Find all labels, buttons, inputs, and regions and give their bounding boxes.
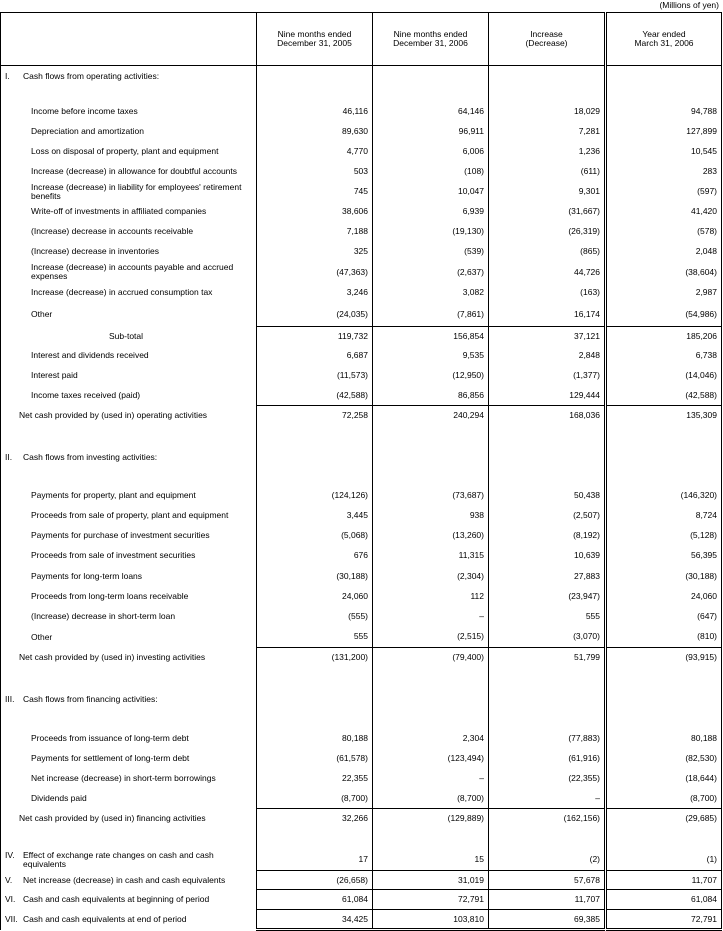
value-cell: (19,130): [373, 222, 489, 242]
value-cell: 24,060: [257, 587, 373, 607]
value-cell: [607, 425, 722, 448]
value-cell: 80,188: [257, 728, 373, 749]
value-cell: 10,639: [489, 546, 605, 566]
value-cell: (14,046): [607, 366, 722, 386]
value-cell: [607, 448, 722, 468]
value-cell: [373, 710, 489, 728]
value-cell: 44,726: [489, 262, 605, 283]
row-label: Interest paid: [1, 366, 257, 386]
item-row: [1, 546, 722, 566]
roman-row: [1, 871, 722, 890]
row-label: Proceeds from long-term loans receivable: [1, 587, 257, 607]
units-note: (Millions of yen): [659, 0, 719, 10]
value-cell: 31,019: [373, 871, 489, 890]
value-cell: 61,084: [607, 890, 722, 910]
value-cell: [489, 425, 605, 448]
value-cell: (146,320): [607, 486, 722, 506]
value-cell: [607, 710, 722, 728]
value-cell: 6,006: [373, 142, 489, 162]
value-cell: 112: [373, 587, 489, 607]
row-label: Payments for settlement of long-term debt: [1, 749, 257, 769]
value-cell: 72,791: [607, 910, 722, 930]
row-label: Net increase (decrease) in short-term borrowings: [1, 769, 257, 789]
value-cell: (2): [489, 849, 605, 871]
value-cell: 1,236: [489, 142, 605, 162]
value-cell: 135,309: [607, 406, 722, 425]
roman-row: [1, 890, 722, 910]
row-label-text: Cash and cash equivalents at beginning of period: [23, 894, 210, 905]
value-cell: [489, 66, 605, 88]
value-cell: [257, 710, 373, 728]
value-cell: [607, 829, 722, 849]
value-cell: (3,070): [489, 627, 605, 648]
value-cell: (42,588): [607, 386, 722, 406]
row-label: Increase (decrease) in accrued consumption tax: [1, 283, 257, 303]
item-row: [1, 566, 722, 587]
value-cell: (162,156): [489, 809, 605, 829]
roman-numeral: V.: [5, 874, 13, 885]
row-label-text: Cash flows from investing activities:: [23, 452, 158, 463]
value-cell: 96,911: [373, 122, 489, 142]
item-row: [1, 789, 722, 809]
value-cell: (2,637): [373, 262, 489, 283]
value-cell: (22,355): [489, 769, 605, 789]
row-label: Proceeds from sale of property, plant and equipment: [1, 506, 257, 526]
row-label: [1, 690, 257, 710]
value-cell: [373, 668, 489, 690]
roman-numeral: III.: [5, 694, 15, 705]
value-cell: 64,146: [373, 102, 489, 122]
row-label: Interest and dividends received: [1, 346, 257, 366]
value-cell: (26,658): [257, 871, 373, 890]
value-cell: (810): [607, 627, 722, 648]
value-cell: (131,200): [257, 648, 373, 668]
value-cell: 11,707: [489, 890, 605, 910]
value-cell: (61,916): [489, 749, 605, 769]
item-row: [1, 242, 722, 262]
row-label: Other: [1, 303, 257, 327]
value-cell: (5,128): [607, 526, 722, 546]
item-row: [1, 728, 722, 749]
item-row: [1, 346, 722, 366]
value-cell: (93,915): [607, 648, 722, 668]
row-label-text: Effect of exchange rate changes on cash and cash equivalents: [23, 849, 214, 869]
section-row: [1, 690, 722, 710]
row-label: Dividends paid: [1, 789, 257, 809]
spacer-row: [1, 425, 722, 448]
value-cell: (123,494): [373, 749, 489, 769]
item-row: [1, 222, 722, 242]
header-col4: Year ended March 31, 2006: [607, 13, 722, 66]
spacer-cell: [1, 668, 257, 690]
value-cell: (108): [373, 162, 489, 182]
value-cell: (611): [489, 162, 605, 182]
value-cell: (1,377): [489, 366, 605, 386]
row-label-text: Cash and cash equivalents at end of period: [23, 914, 187, 925]
value-cell: 22,355: [257, 769, 373, 789]
section-row: [1, 66, 722, 88]
value-cell: 156,854: [373, 327, 489, 346]
value-cell: 676: [257, 546, 373, 566]
row-label: (Increase) decrease in short-term loan: [1, 607, 257, 627]
row-label: Increase (decrease) in allowance for doubtful accounts: [1, 162, 257, 182]
value-cell: (23,947): [489, 587, 605, 607]
value-cell: 555: [489, 607, 605, 627]
spacer-cell: [1, 468, 257, 486]
value-cell: [607, 88, 722, 102]
row-label: Write-off of investments in affiliated companies: [1, 202, 257, 222]
value-cell: 37,121: [489, 327, 605, 346]
value-cell: (124,126): [257, 486, 373, 506]
row-label-text: Cash flows from financing activities:: [23, 694, 158, 705]
value-cell: 938: [373, 506, 489, 526]
roman-numeral: VI.: [5, 894, 16, 905]
roman-numeral: VII.: [5, 914, 18, 925]
row-label: Net cash provided by (used in) investing activities: [1, 648, 257, 668]
row-label: Other: [1, 627, 257, 648]
spacer-cell: [1, 710, 257, 728]
item-row: [1, 386, 722, 406]
value-cell: [489, 710, 605, 728]
value-cell: 7,188: [257, 222, 373, 242]
item-row: [1, 142, 722, 162]
value-cell: [257, 668, 373, 690]
row-label: [1, 448, 257, 468]
item-row: [1, 102, 722, 122]
value-cell: [373, 468, 489, 486]
value-cell: 185,206: [607, 327, 722, 346]
row-label: Increase (decrease) in accounts payable and accrued expenses: [1, 262, 257, 283]
row-label: [1, 871, 257, 890]
item-row: [1, 202, 722, 222]
header-col2: Nine months ended December 31, 2006: [373, 13, 489, 66]
value-cell: 17: [257, 849, 373, 871]
value-cell: 129,444: [489, 386, 605, 406]
value-cell: (8,700): [373, 789, 489, 809]
value-cell: (30,188): [257, 566, 373, 587]
value-cell: –: [373, 769, 489, 789]
value-cell: 2,304: [373, 728, 489, 749]
value-cell: 3,246: [257, 283, 373, 303]
total-row: [1, 809, 722, 829]
value-cell: 10,545: [607, 142, 722, 162]
item-row: [1, 749, 722, 769]
value-cell: [257, 88, 373, 102]
value-cell: 27,883: [489, 566, 605, 587]
value-cell: (7,861): [373, 303, 489, 327]
value-cell: 119,732: [257, 327, 373, 346]
value-cell: (539): [373, 242, 489, 262]
value-cell: 46,116: [257, 102, 373, 122]
value-cell: 283: [607, 162, 722, 182]
value-cell: 8,724: [607, 506, 722, 526]
row-label: Net cash provided by (used in) operating activities: [1, 406, 257, 425]
item-row: [1, 303, 722, 327]
value-cell: 24,060: [607, 587, 722, 607]
total-row: [1, 648, 722, 668]
item-row: [1, 526, 722, 546]
item-row: [1, 769, 722, 789]
value-cell: 16,174: [489, 303, 605, 327]
value-cell: [489, 88, 605, 102]
value-cell: [373, 66, 489, 88]
value-cell: 69,385: [489, 910, 605, 930]
value-cell: 15: [373, 849, 489, 871]
value-cell: 38,606: [257, 202, 373, 222]
value-cell: [257, 690, 373, 710]
row-label-text: Net increase (decrease) in cash and cash equivalents: [23, 874, 226, 885]
value-cell: (73,687): [373, 486, 489, 506]
value-cell: 32,266: [257, 809, 373, 829]
value-cell: [489, 468, 605, 486]
value-cell: (578): [607, 222, 722, 242]
value-cell: (163): [489, 283, 605, 303]
header-col3: Increase (Decrease): [489, 13, 605, 66]
value-cell: (2,507): [489, 506, 605, 526]
value-cell: (8,192): [489, 526, 605, 546]
value-cell: (31,667): [489, 202, 605, 222]
value-cell: 325: [257, 242, 373, 262]
value-cell: 41,420: [607, 202, 722, 222]
value-cell: (2,515): [373, 627, 489, 648]
value-cell: (30,188): [607, 566, 722, 587]
spacer-row: [1, 710, 722, 728]
value-cell: [373, 448, 489, 468]
row-label: Payments for long-term loans: [1, 566, 257, 587]
value-cell: 2,048: [607, 242, 722, 262]
roman-numeral: I.: [5, 71, 10, 82]
value-cell: (2,304): [373, 566, 489, 587]
value-cell: [373, 690, 489, 710]
value-cell: [257, 66, 373, 88]
value-cell: 555: [257, 627, 373, 648]
value-cell: –: [489, 789, 605, 809]
value-cell: 11,707: [607, 871, 722, 890]
header-col1: Nine months ended December 31, 2005: [257, 13, 373, 66]
subtotal-row: [1, 327, 722, 346]
value-cell: (5,068): [257, 526, 373, 546]
value-cell: [489, 448, 605, 468]
spacer-row: [1, 88, 722, 102]
value-cell: (77,883): [489, 728, 605, 749]
value-cell: 6,687: [257, 346, 373, 366]
item-row: [1, 506, 722, 526]
roman-row: [1, 849, 722, 871]
value-cell: 6,738: [607, 346, 722, 366]
spacer-cell: [1, 425, 257, 448]
roman-numeral: IV.: [5, 849, 15, 860]
value-cell: 2,848: [489, 346, 605, 366]
value-cell: (82,530): [607, 749, 722, 769]
value-cell: –: [373, 607, 489, 627]
row-label: (Increase) decrease in inventories: [1, 242, 257, 262]
row-label: [1, 890, 257, 910]
value-cell: [489, 690, 605, 710]
spacer-cell: [1, 829, 257, 849]
value-cell: 57,678: [489, 871, 605, 890]
item-row: [1, 283, 722, 303]
value-cell: [607, 468, 722, 486]
value-cell: 9,301: [489, 182, 605, 202]
row-label: (Increase) decrease in accounts receivable: [1, 222, 257, 242]
total-row: [1, 406, 722, 425]
value-cell: [607, 690, 722, 710]
value-cell: (26,319): [489, 222, 605, 242]
spacer-row: [1, 668, 722, 690]
row-label: Income before income taxes: [1, 102, 257, 122]
value-cell: 7,281: [489, 122, 605, 142]
row-label: Proceeds from issuance of long-term debt: [1, 728, 257, 749]
roman-numeral: II.: [5, 452, 13, 463]
value-cell: (555): [257, 607, 373, 627]
row-label: Net cash provided by (used in) financing activities: [1, 809, 257, 829]
value-cell: [607, 66, 722, 88]
item-row: [1, 262, 722, 283]
value-cell: 127,899: [607, 122, 722, 142]
value-cell: 240,294: [373, 406, 489, 425]
value-cell: 94,788: [607, 102, 722, 122]
row-label: Payments for purchase of investment securities: [1, 526, 257, 546]
value-cell: (79,400): [373, 648, 489, 668]
item-row: [1, 122, 722, 142]
value-cell: (24,035): [257, 303, 373, 327]
value-cell: (8,700): [257, 789, 373, 809]
value-cell: 34,425: [257, 910, 373, 930]
value-cell: [373, 88, 489, 102]
value-cell: [373, 425, 489, 448]
value-cell: 86,856: [373, 386, 489, 406]
row-label: Sub-total: [1, 327, 257, 346]
value-cell: 2,987: [607, 283, 722, 303]
value-cell: (38,604): [607, 262, 722, 283]
header-row: [1, 13, 722, 66]
value-cell: (11,573): [257, 366, 373, 386]
row-label: [1, 66, 257, 88]
value-cell: (13,260): [373, 526, 489, 546]
value-cell: [257, 829, 373, 849]
value-cell: [257, 448, 373, 468]
value-cell: 3,082: [373, 283, 489, 303]
value-cell: (8,700): [607, 789, 722, 809]
cash-flow-table: [0, 12, 722, 931]
value-cell: (47,363): [257, 262, 373, 283]
row-label: Income taxes received (paid): [1, 386, 257, 406]
value-cell: (18,644): [607, 769, 722, 789]
section-row: [1, 448, 722, 468]
value-cell: [373, 829, 489, 849]
row-label: Increase (decrease) in liability for employees' retirement benefits: [1, 182, 257, 202]
row-label-text: Cash flows from operating activities:: [23, 71, 160, 82]
spacer-row: [1, 829, 722, 849]
value-cell: 10,047: [373, 182, 489, 202]
value-cell: (12,950): [373, 366, 489, 386]
value-cell: [257, 425, 373, 448]
item-row: [1, 627, 722, 648]
value-cell: (42,588): [257, 386, 373, 406]
value-cell: [257, 468, 373, 486]
value-cell: (597): [607, 182, 722, 202]
item-row: [1, 182, 722, 202]
value-cell: 80,188: [607, 728, 722, 749]
value-cell: (865): [489, 242, 605, 262]
item-row: [1, 486, 722, 506]
row-label: Depreciation and amortization: [1, 122, 257, 142]
item-row: [1, 607, 722, 627]
row-label: [1, 849, 257, 871]
value-cell: (61,578): [257, 749, 373, 769]
value-cell: 50,438: [489, 486, 605, 506]
value-cell: (54,986): [607, 303, 722, 327]
value-cell: (129,889): [373, 809, 489, 829]
value-cell: 4,770: [257, 142, 373, 162]
value-cell: 9,535: [373, 346, 489, 366]
value-cell: 3,445: [257, 506, 373, 526]
value-cell: (29,685): [607, 809, 722, 829]
value-cell: [489, 668, 605, 690]
item-row: [1, 366, 722, 386]
item-row: [1, 162, 722, 182]
row-label: Loss on disposal of property, plant and equipment: [1, 142, 257, 162]
value-cell: (647): [607, 607, 722, 627]
row-label: Proceeds from sale of investment securities: [1, 546, 257, 566]
value-cell: 168,036: [489, 406, 605, 425]
value-cell: [489, 829, 605, 849]
value-cell: 18,029: [489, 102, 605, 122]
row-label: Payments for property, plant and equipment: [1, 486, 257, 506]
spacer-cell: [1, 88, 257, 102]
header-blank: [1, 13, 257, 66]
value-cell: 6,939: [373, 202, 489, 222]
value-cell: 503: [257, 162, 373, 182]
spacer-row: [1, 468, 722, 486]
value-cell: 745: [257, 182, 373, 202]
value-cell: 72,258: [257, 406, 373, 425]
item-row: [1, 587, 722, 607]
value-cell: [607, 668, 722, 690]
value-cell: 11,315: [373, 546, 489, 566]
value-cell: 61,084: [257, 890, 373, 910]
value-cell: (1): [607, 849, 722, 871]
value-cell: 51,799: [489, 648, 605, 668]
value-cell: 56,395: [607, 546, 722, 566]
value-cell: 72,791: [373, 890, 489, 910]
value-cell: 103,810: [373, 910, 489, 930]
value-cell: 89,630: [257, 122, 373, 142]
